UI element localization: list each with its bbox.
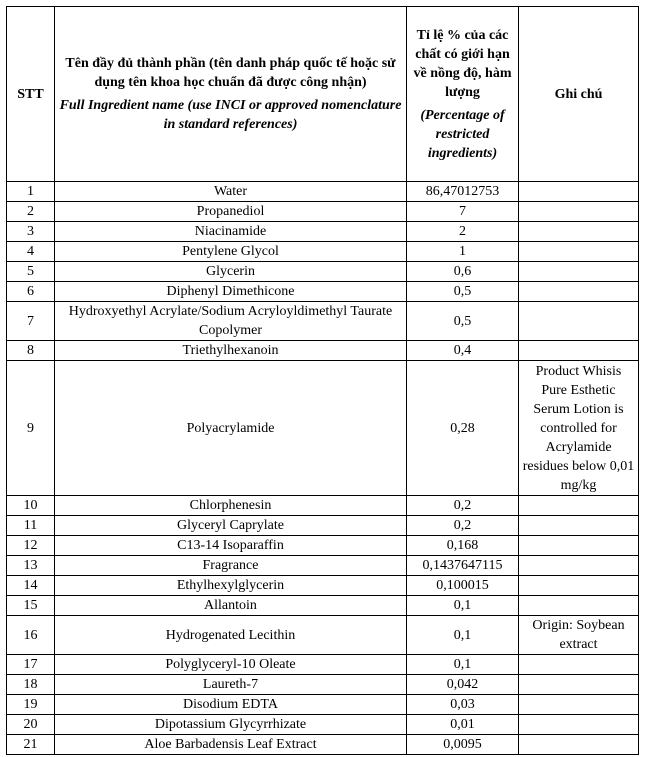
row-stt: 15: [7, 596, 55, 616]
table-row: [7, 695, 639, 715]
row-note: [519, 262, 639, 282]
row-ingredient: Hydroxyethyl Acrylate/Sodium Acryloyldimethyl Taurate Copolymer: [55, 302, 407, 341]
header-pct-en: (Percentage of restricted ingredients): [420, 107, 505, 161]
row-note: [519, 282, 639, 302]
table-row: [7, 655, 639, 675]
row-ingredient: Aloe Barbadensis Leaf Extract: [55, 735, 407, 755]
header-pct-vn: Tỉ lệ % của các chất có giới hạn về nồng độ, hàm lượng: [413, 27, 512, 100]
row-note: [519, 735, 639, 755]
row-percentage: 7: [407, 202, 519, 222]
table-row: [7, 361, 639, 496]
row-note: [519, 341, 639, 361]
row-percentage: 0,042: [407, 675, 519, 695]
row-stt: 7: [7, 302, 55, 341]
row-ingredient: Glycerin: [55, 262, 407, 282]
row-note: [519, 655, 639, 675]
header-name-vn: Tên đầy đủ thành phần (tên danh pháp quốc tế hoặc sử dụng tên khoa học chuẩn đã được công nhận): [65, 56, 396, 90]
row-percentage: 1: [407, 242, 519, 262]
row-ingredient: Disodium EDTA: [55, 695, 407, 715]
row-ingredient: Hydrogenated Lecithin: [55, 616, 407, 655]
table-row: [7, 282, 639, 302]
table-row: [7, 516, 639, 536]
row-percentage: 0,1: [407, 616, 519, 655]
row-ingredient: C13-14 Isoparaffin: [55, 536, 407, 556]
header-note: Ghi chú: [519, 7, 639, 182]
row-stt: 17: [7, 655, 55, 675]
row-ingredient: Chlorphenesin: [55, 496, 407, 516]
row-note: [519, 536, 639, 556]
row-ingredient: Polyglyceryl-10 Oleate: [55, 655, 407, 675]
row-ingredient: Fragrance: [55, 556, 407, 576]
table-row: [7, 202, 639, 222]
row-percentage: 0,5: [407, 302, 519, 341]
row-percentage: 0,03: [407, 695, 519, 715]
row-stt: 4: [7, 242, 55, 262]
row-percentage: 0,1437647115: [407, 556, 519, 576]
row-stt: 5: [7, 262, 55, 282]
row-stt: 20: [7, 715, 55, 735]
row-stt: 19: [7, 695, 55, 715]
table-row: [7, 556, 639, 576]
row-note: [519, 302, 639, 341]
row-stt: 9: [7, 361, 55, 496]
row-stt: 3: [7, 222, 55, 242]
row-percentage: 0,2: [407, 496, 519, 516]
table-row: [7, 262, 639, 282]
row-stt: 10: [7, 496, 55, 516]
row-note: [519, 715, 639, 735]
row-ingredient: Triethylhexanoin: [55, 341, 407, 361]
row-percentage: 0,168: [407, 536, 519, 556]
row-ingredient: Laureth-7: [55, 675, 407, 695]
ingredient-table: [6, 6, 639, 755]
row-note: Origin: Soybean extract: [519, 616, 639, 655]
header-ingredient-name: [55, 7, 407, 182]
table-row: [7, 675, 639, 695]
row-ingredient: Dipotassium Glycyrrhizate: [55, 715, 407, 735]
row-stt: 1: [7, 182, 55, 202]
row-note: [519, 576, 639, 596]
row-stt: 11: [7, 516, 55, 536]
row-percentage: 0,1: [407, 655, 519, 675]
header-name-en: Full Ingredient name (use INCI or approved nomenclature in standard references): [59, 98, 402, 132]
row-ingredient: Niacinamide: [55, 222, 407, 242]
row-stt: 16: [7, 616, 55, 655]
row-note: [519, 596, 639, 616]
row-ingredient: Water: [55, 182, 407, 202]
table-row: [7, 302, 639, 341]
row-note: [519, 182, 639, 202]
row-note: [519, 222, 639, 242]
table-row: [7, 242, 639, 262]
row-note: [519, 202, 639, 222]
header-percentage: [407, 7, 519, 182]
row-percentage: 0,0095: [407, 735, 519, 755]
row-percentage: 0,01: [407, 715, 519, 735]
row-ingredient: Polyacrylamide: [55, 361, 407, 496]
table-row: [7, 616, 639, 655]
row-stt: 14: [7, 576, 55, 596]
row-note: [519, 516, 639, 536]
table-row: [7, 496, 639, 516]
row-stt: 18: [7, 675, 55, 695]
row-percentage: 0,4: [407, 341, 519, 361]
row-ingredient: Propanediol: [55, 202, 407, 222]
row-percentage: 0,5: [407, 282, 519, 302]
table-row: [7, 222, 639, 242]
row-ingredient: Glyceryl Caprylate: [55, 516, 407, 536]
row-stt: 12: [7, 536, 55, 556]
row-percentage: 2: [407, 222, 519, 242]
row-note: [519, 556, 639, 576]
row-ingredient: Pentylene Glycol: [55, 242, 407, 262]
row-percentage: 0,100015: [407, 576, 519, 596]
table-row: [7, 596, 639, 616]
row-note: Product Whisis Pure Esthetic Serum Lotion is controlled for Acrylamide residues below 0,01 mg/kg: [519, 361, 639, 496]
row-ingredient: Allantoin: [55, 596, 407, 616]
row-percentage: 86,47012753: [407, 182, 519, 202]
row-percentage: 0,1: [407, 596, 519, 616]
header-stt: STT: [7, 7, 55, 182]
row-ingredient: Ethylhexylglycerin: [55, 576, 407, 596]
row-note: [519, 242, 639, 262]
row-stt: 2: [7, 202, 55, 222]
row-ingredient: Diphenyl Dimethicone: [55, 282, 407, 302]
row-stt: 8: [7, 341, 55, 361]
row-stt: 6: [7, 282, 55, 302]
table-row: [7, 536, 639, 556]
table-row: [7, 341, 639, 361]
row-stt: 13: [7, 556, 55, 576]
row-note: [519, 695, 639, 715]
table-row: [7, 182, 639, 202]
row-note: [519, 496, 639, 516]
row-note: [519, 675, 639, 695]
table-row: [7, 715, 639, 735]
table-row: [7, 576, 639, 596]
table-row: [7, 735, 639, 755]
row-percentage: 0,28: [407, 361, 519, 496]
row-percentage: 0,6: [407, 262, 519, 282]
row-stt: 21: [7, 735, 55, 755]
row-percentage: 0,2: [407, 516, 519, 536]
table-header-row: [7, 7, 639, 182]
